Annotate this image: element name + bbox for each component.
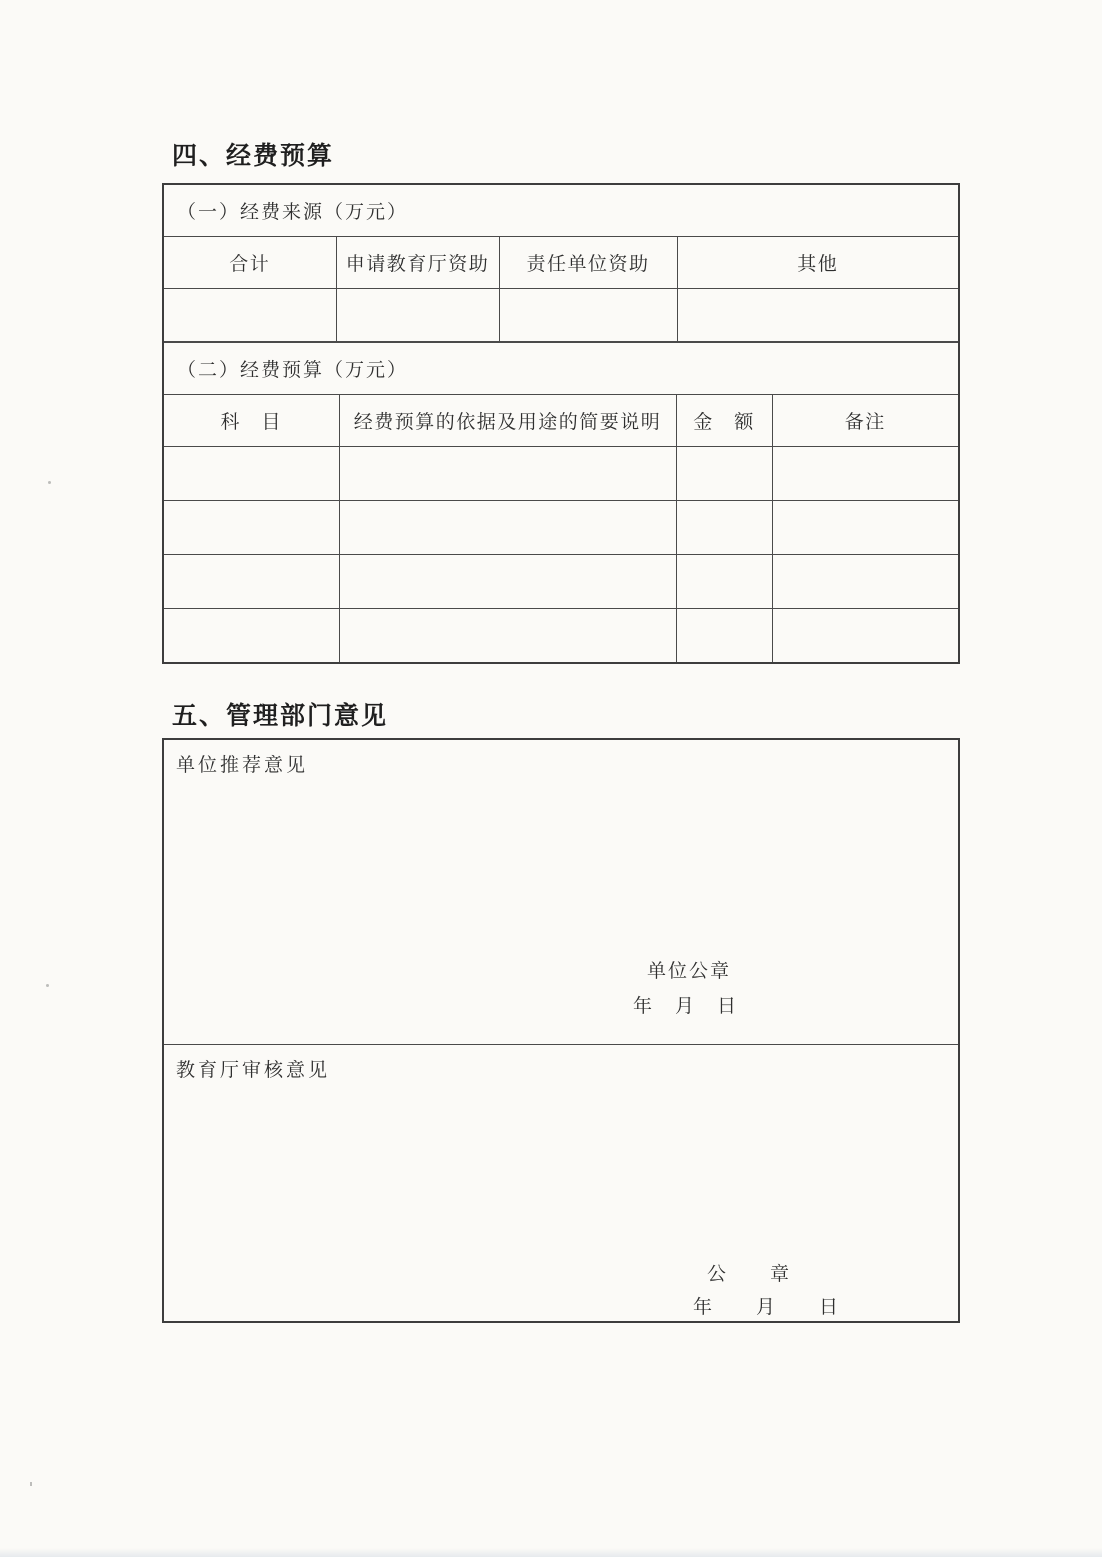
funding-source-title: （一）经费来源（万元）	[164, 185, 958, 237]
unit-seal-placeholder: 单位公章	[647, 961, 732, 982]
department-review-label: 教育厅审核意见	[176, 1060, 331, 1081]
empty-cell	[339, 555, 676, 609]
col-header-unit-grant: 责任单位资助	[499, 237, 677, 289]
funding-source-title-row	[164, 185, 958, 237]
funding-source-header-row	[164, 237, 958, 289]
scan-edge-shadow	[0, 1548, 1102, 1557]
empty-cell	[499, 289, 677, 342]
budget-detail-title-row	[164, 343, 958, 395]
col-header-total: 合计	[164, 237, 336, 289]
scan-speck	[46, 984, 49, 987]
empty-cell	[772, 501, 958, 555]
unit-recommendation-label: 单位推荐意见	[176, 755, 309, 776]
budget-detail-row	[164, 555, 958, 609]
department-date-placeholder: 年 月 日	[693, 1297, 841, 1318]
department-seal-placeholder: 公 章	[707, 1264, 792, 1285]
unit-recommendation-cell	[164, 740, 958, 1044]
opinions-section-heading: 五、管理部门意见	[172, 702, 389, 730]
scan-speck	[48, 481, 51, 484]
opinions-box	[162, 738, 960, 1323]
col-header-basis-purpose: 经费预算的依据及用途的简要说明	[339, 395, 676, 447]
department-review-cell	[164, 1044, 958, 1321]
col-header-amount: 金 额	[676, 395, 772, 447]
empty-cell	[164, 289, 336, 342]
empty-cell	[164, 609, 339, 663]
empty-cell	[772, 447, 958, 501]
empty-cell	[336, 289, 499, 342]
empty-cell	[164, 447, 339, 501]
empty-cell	[339, 447, 676, 501]
col-header-other: 其他	[677, 237, 958, 289]
empty-cell	[676, 447, 772, 501]
empty-cell	[676, 501, 772, 555]
empty-cell	[676, 555, 772, 609]
budget-detail-row	[164, 501, 958, 555]
empty-cell	[772, 609, 958, 663]
budget-detail-table	[164, 342, 958, 662]
col-header-subject: 科 目	[164, 395, 339, 447]
funding-source-table	[164, 185, 958, 342]
budget-section-heading: 四、经费预算	[172, 142, 335, 170]
empty-cell	[772, 555, 958, 609]
empty-cell	[339, 501, 676, 555]
col-header-edu-dept-grant: 申请教育厅资助	[336, 237, 499, 289]
empty-cell	[339, 609, 676, 663]
unit-date-placeholder: 年 月 日	[633, 996, 739, 1017]
budget-table	[162, 183, 960, 664]
empty-cell	[164, 501, 339, 555]
empty-cell	[677, 289, 958, 342]
budget-detail-title: （二）经费预算（万元）	[164, 343, 958, 395]
budget-detail-row	[164, 609, 958, 663]
scan-speck	[30, 1482, 32, 1486]
budget-detail-row	[164, 447, 958, 501]
col-header-remarks: 备注	[772, 395, 958, 447]
budget-detail-header-row	[164, 395, 958, 447]
empty-cell	[164, 555, 339, 609]
funding-source-value-row	[164, 289, 958, 342]
empty-cell	[676, 609, 772, 663]
